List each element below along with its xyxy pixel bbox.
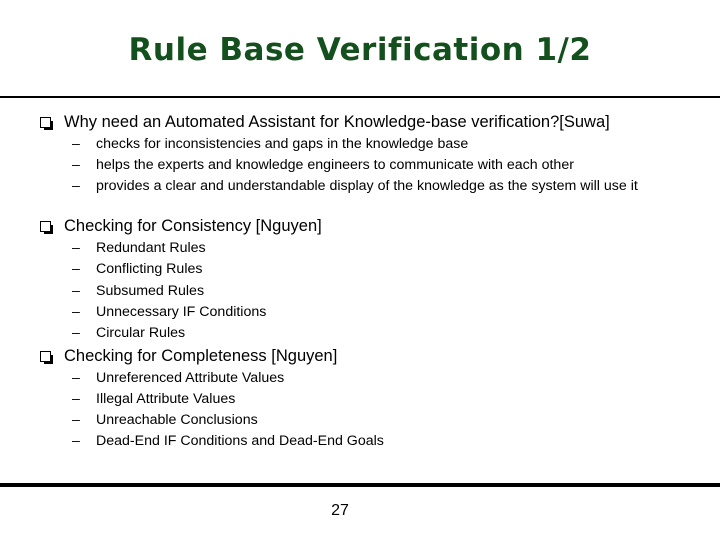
top-divider xyxy=(0,96,720,98)
dash-icon: – xyxy=(72,370,80,386)
sub-item-text: Unreferenced Attribute Values xyxy=(96,370,285,386)
sub-item-text: checks for inconsistencies and gaps in the knowledge base xyxy=(96,136,469,152)
square-bullet-icon xyxy=(40,351,51,362)
sub-item-text: Subsumed Rules xyxy=(96,283,205,299)
sub-item-text: helps the experts and knowledge engineers to communicate with each other xyxy=(96,157,574,173)
square-bullet-icon xyxy=(40,117,51,128)
sub-item-text: Unreachable Conclusions xyxy=(96,412,258,428)
page-number: 27 xyxy=(331,502,349,519)
dash-icon: – xyxy=(72,157,80,173)
bullet-text: Checking for Completeness [Nguyen] xyxy=(64,347,338,365)
dash-icon: – xyxy=(72,433,80,449)
dash-icon: – xyxy=(72,283,80,299)
sub-item-text: Conflicting Rules xyxy=(96,261,203,277)
sub-item-text: Dead-End IF Conditions and Dead-End Goals xyxy=(96,433,384,449)
dash-icon: – xyxy=(72,412,80,428)
sub-item-text: Circular Rules xyxy=(96,325,186,341)
dash-icon: – xyxy=(72,261,80,277)
bottom-divider xyxy=(0,483,720,487)
bullet-text: Why need an Automated Assistant for Knowledge-base verification?[Suwa] xyxy=(64,113,610,131)
dash-icon: – xyxy=(72,240,80,256)
sub-item-text: Illegal Attribute Values xyxy=(96,391,236,407)
dash-icon: – xyxy=(72,304,80,320)
dash-icon: – xyxy=(72,136,80,152)
slide-title: Rule Base Verification 1/2 xyxy=(128,32,592,68)
dash-icon: – xyxy=(72,325,80,341)
sub-item-text: Redundant Rules xyxy=(96,240,206,256)
dash-icon: – xyxy=(72,391,80,407)
sub-item-text: Unnecessary IF Conditions xyxy=(96,304,267,320)
bullet-text: Checking for Consistency [Nguyen] xyxy=(64,217,322,235)
sub-item-text: provides a clear and understandable display of the knowledge as the system will use it xyxy=(96,178,638,194)
dash-icon: – xyxy=(72,178,80,194)
square-bullet-icon xyxy=(40,221,51,232)
